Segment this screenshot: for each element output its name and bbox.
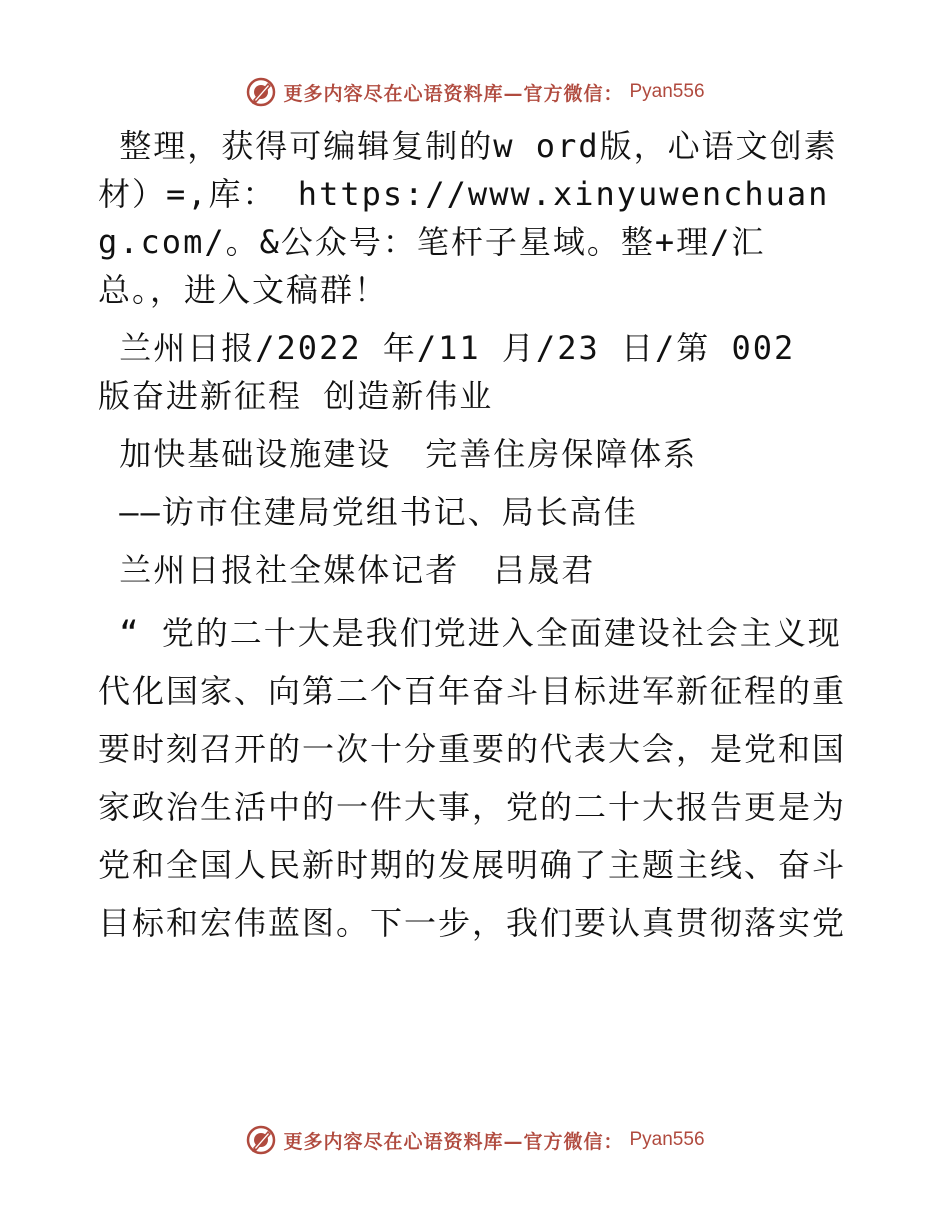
header-banner-text: 更多内容尽在心语资料库—官方微信： bbox=[283, 82, 624, 105]
footer-banner bbox=[0, 1120, 950, 1160]
pen-logo-icon bbox=[245, 1124, 277, 1156]
headline: 加快基础设施建设 完善住房保障体系 bbox=[98, 435, 698, 473]
subheadline: ——访市住建局党组书记、局长高佳 bbox=[98, 493, 638, 531]
footer-banner-text: 更多内容尽在心语资料库—官方微信： bbox=[283, 1130, 624, 1153]
body-paragraph: “ 党的二十大是我们党进入全面建设社会主义现代化国家、向第二个百年奋斗目标进军新征程的重要时刻召开的一次十分重要的代表大会，是党和国家政治生活中的一件大事，党的二十大报告更是为党和全国人民新时期的发展明确了主题主线、奋斗目标和宏伟蓝图。下一步，我们要认真贯彻落实党 bbox=[98, 614, 847, 942]
document-body bbox=[98, 122, 850, 962]
byline: 兰州日报社全媒体记者 吕晟君 bbox=[98, 551, 596, 589]
header-banner bbox=[0, 72, 950, 112]
pen-logo-icon bbox=[245, 76, 277, 108]
notice-paragraph: 整理，获得可编辑复制的w ord版，心语文创素材）=,库： https://www.xinyuwenchuang.com/。&公众号：笔杆子星域。整+理/汇总。，进入文稿群！ bbox=[98, 127, 838, 309]
footer-wechat-id: Pyan556 bbox=[629, 1129, 705, 1150]
header-wechat-id: Pyan556 bbox=[629, 81, 705, 102]
dateline: 兰州日报/2022 年/11 月/23 日/第 002 版奋进新征程 创造新伟业 bbox=[98, 329, 817, 415]
